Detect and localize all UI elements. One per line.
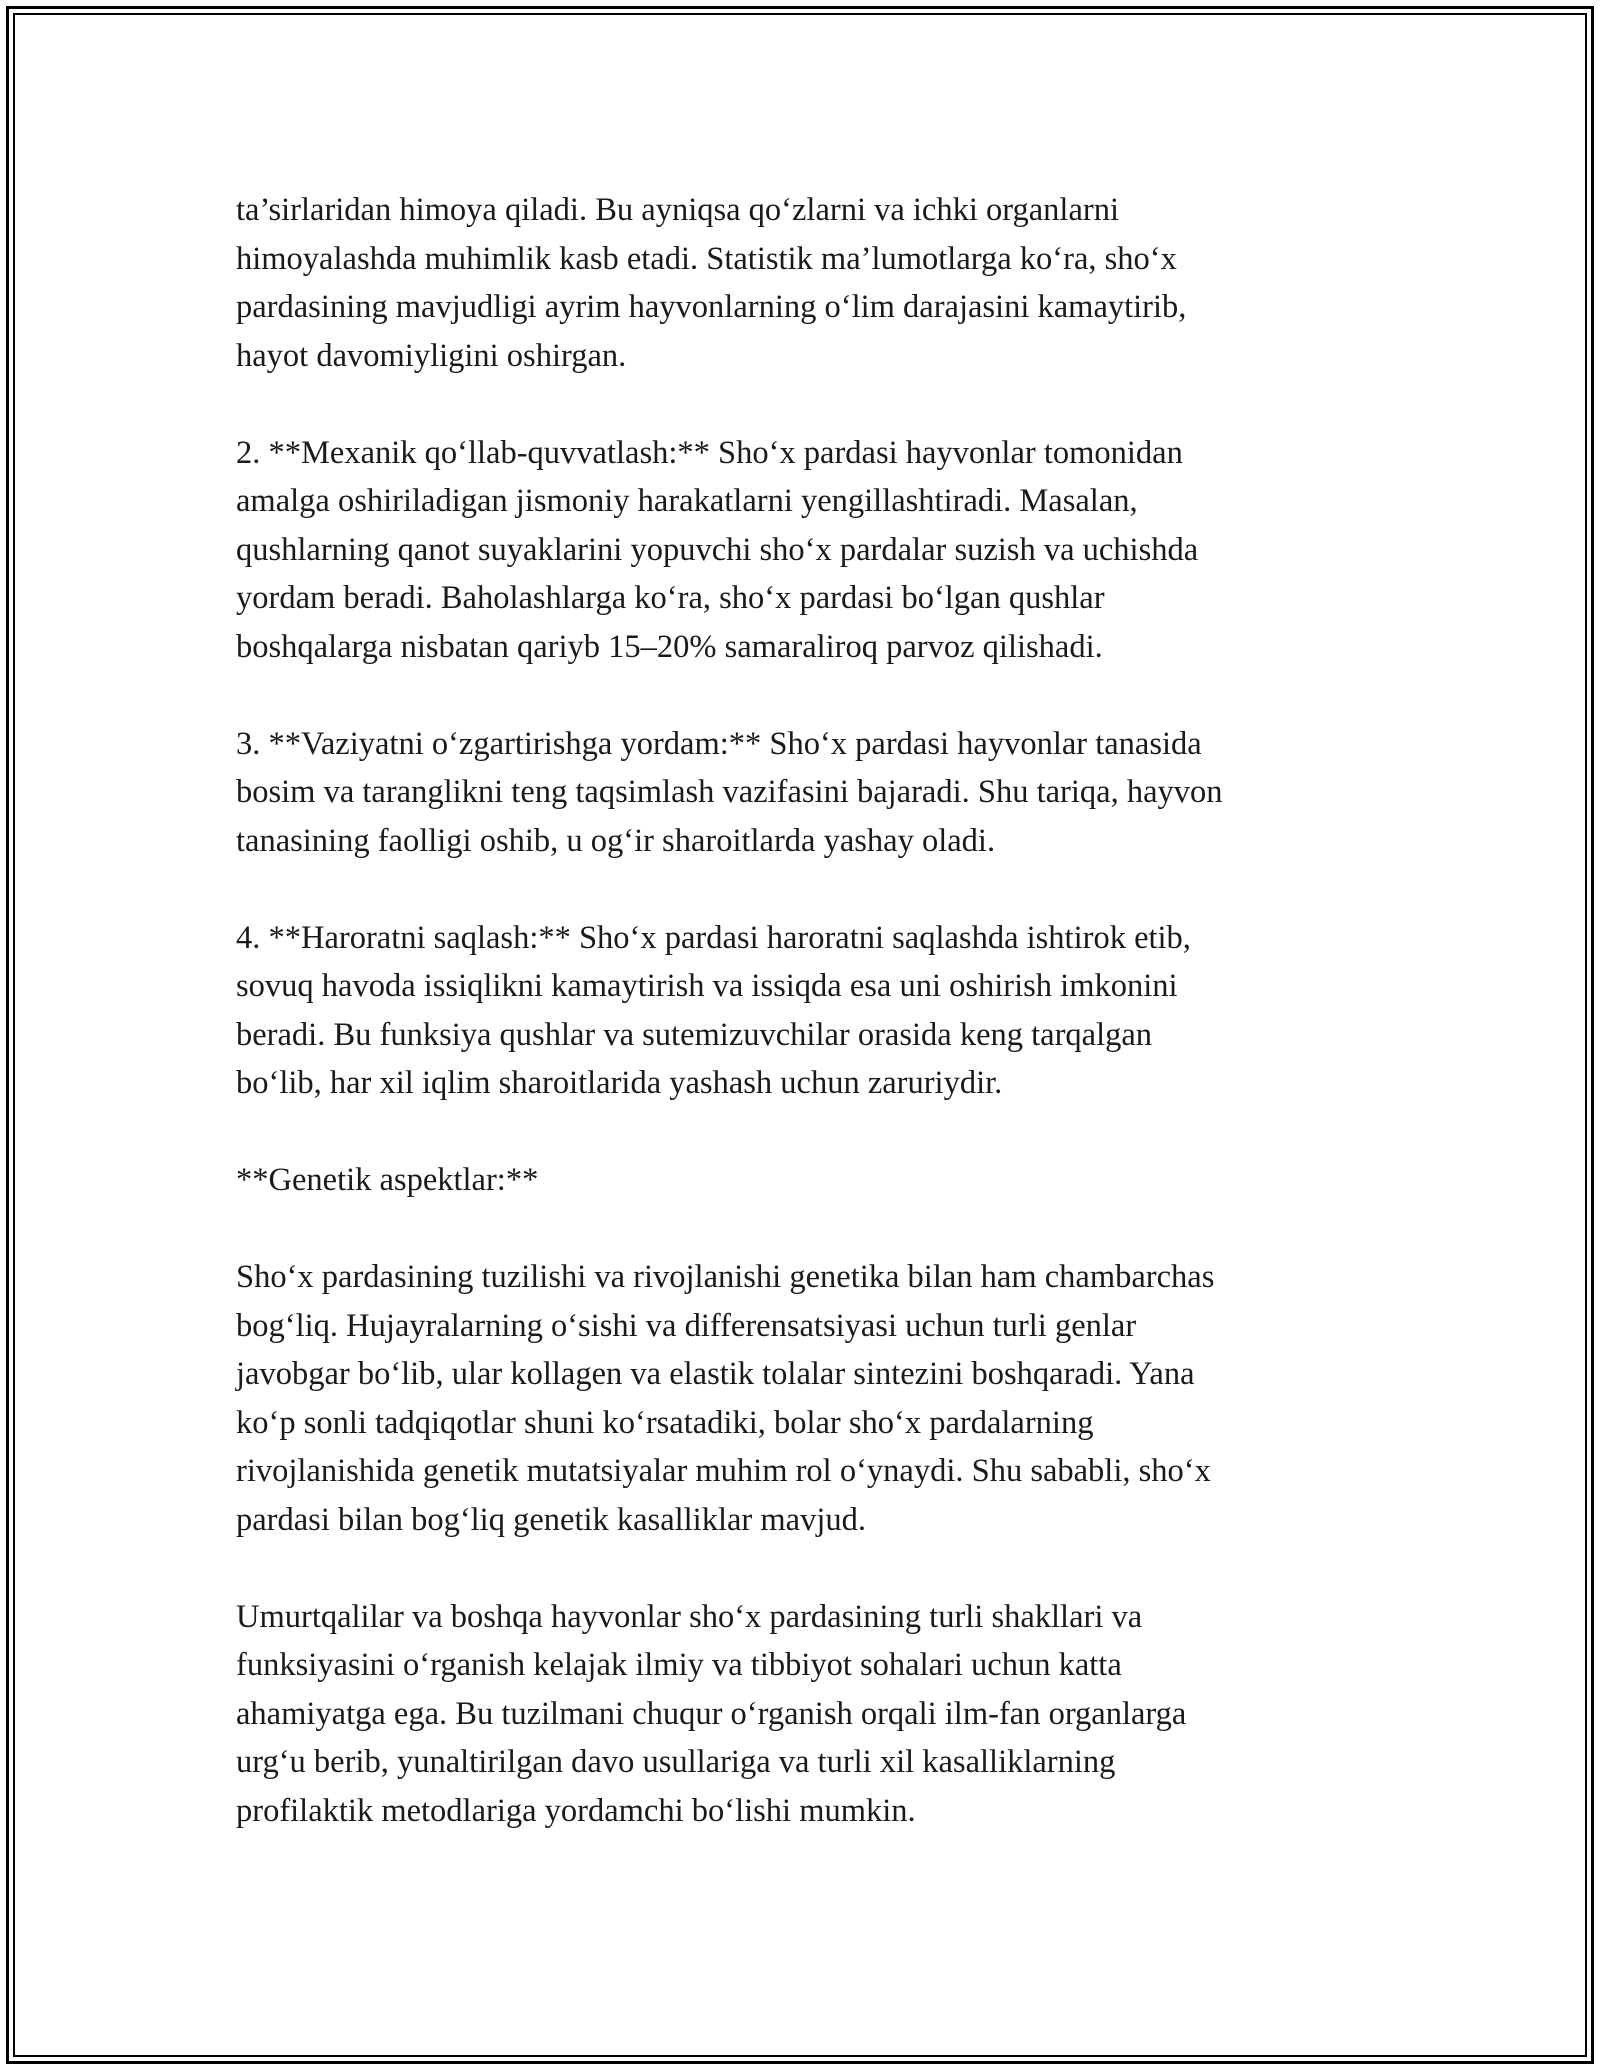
text-line: Umurtqalilar va boshqa hayvonlar sho‘x pardasining turli shakllari va — [236, 1598, 1143, 1635]
text-line: pardasining mavjudligi ayrim hayvonlarning o‘lim darajasini kamaytirib, — [236, 289, 1187, 325]
text-line: beradi. Bu funksiya qushlar va sutemizuvchilar orasida keng tarqalgan — [236, 1016, 1153, 1053]
paragraph-item-2 — [236, 429, 1366, 672]
text-line: hayot davomiyligini oshirgan. — [236, 337, 627, 374]
paragraph-genetics — [236, 1253, 1366, 1544]
text-line: pardasi bilan bog‘liq genetik kasalliklar mavjud. — [236, 1501, 866, 1538]
text-line: 4. **Haroratni saqlash:** Sho‘x pardasi haroratni saqlashda ishtirok etib, — [236, 919, 1191, 956]
text-line: ko‘p sonli tadqiqotlar shuni ko‘rsatadiki, bolar sho‘x pardalarning — [236, 1404, 1094, 1441]
text-line: 2. **Mexanik qo‘llab-quvvatlash:** Sho‘x pardasi hayvonlar tomonidan — [236, 434, 1183, 471]
text-line: sovuq havoda issiqlikni kamaytirish va issiqda esa uni oshirish imkonini — [236, 968, 1178, 1004]
paragraph-conclusion — [236, 1593, 1366, 1836]
paragraph-intro-continuation — [236, 186, 1366, 380]
text-line: urg‘u berib, yunaltirilgan davo usullariga va turli xil kasalliklarning — [236, 1744, 1116, 1780]
text-line: javobgar bo‘lib, ular kollagen va elastik tolalar sintezini boshqaradi. Yana — [236, 1356, 1195, 1392]
text-line: ahamiyatga ega. Bu tuzilmani chuqur o‘rganish orqali ilm-fan organlarga — [236, 1695, 1187, 1732]
text-line: bo‘lib, har xil iqlim sharoitlarida yashash uchun zaruriydir. — [236, 1065, 1003, 1101]
text-line: 3. **Vaziyatni o‘zgartirishga yordam:** Sho‘x pardasi hayvonlar tanasida — [236, 725, 1202, 762]
text-line: bosim va taranglikni teng taqsimlash vazifasini bajaradi. Shu tariqa, hayvon — [236, 774, 1223, 810]
text-line: profilaktik metodlariga yordamchi bo‘lishi mumkin. — [236, 1792, 916, 1829]
text-line: tanasining faolligi oshib, u og‘ir sharoitlarda yashay oladi. — [236, 822, 996, 859]
text-line: himoyalashda muhimlik kasb etadi. Statistik ma’lumotlarga ko‘ra, sho‘x — [236, 240, 1177, 277]
paragraph-item-4 — [236, 914, 1366, 1108]
text-line: rivojlanishida genetik mutatsiyalar muhim rol o‘ynaydi. Shu sababli, sho‘x — [236, 1453, 1211, 1489]
text-line: **Genetik aspektlar:** — [236, 1162, 539, 1198]
text-line: ta’sirlaridan himoya qiladi. Bu ayniqsa qo‘zlarni va ichki organlarni — [236, 192, 1119, 228]
section-heading-genetic-aspects — [236, 1156, 1366, 1205]
text-line: bog‘liq. Hujayralarning o‘sishi va differensatsiyasi uchun turli genlar — [236, 1307, 1137, 1344]
text-line: yordam beradi. Baholashlarga ko‘ra, sho‘x pardasi bo‘lgan qushlar — [236, 580, 1105, 616]
paragraph-item-3 — [236, 720, 1366, 866]
document-body — [236, 186, 1366, 1835]
text-line: amalga oshiriladigan jismoniy harakatlarni yengillashtiradi. Masalan, — [236, 483, 1138, 519]
text-line: Sho‘x pardasining tuzilishi va rivojlanishi genetika bilan ham chambarchas — [236, 1259, 1215, 1295]
text-line: qushlarning qanot suyaklarini yopuvchi sho‘x pardalar suzish va uchishda — [236, 531, 1199, 568]
text-line: funksiyasini o‘rganish kelajak ilmiy va tibbiyot sohalari uchun katta — [236, 1647, 1122, 1683]
text-line: boshqalarga nisbatan qariyb 15–20% samaraliroq parvoz qilishadi. — [236, 628, 1103, 665]
